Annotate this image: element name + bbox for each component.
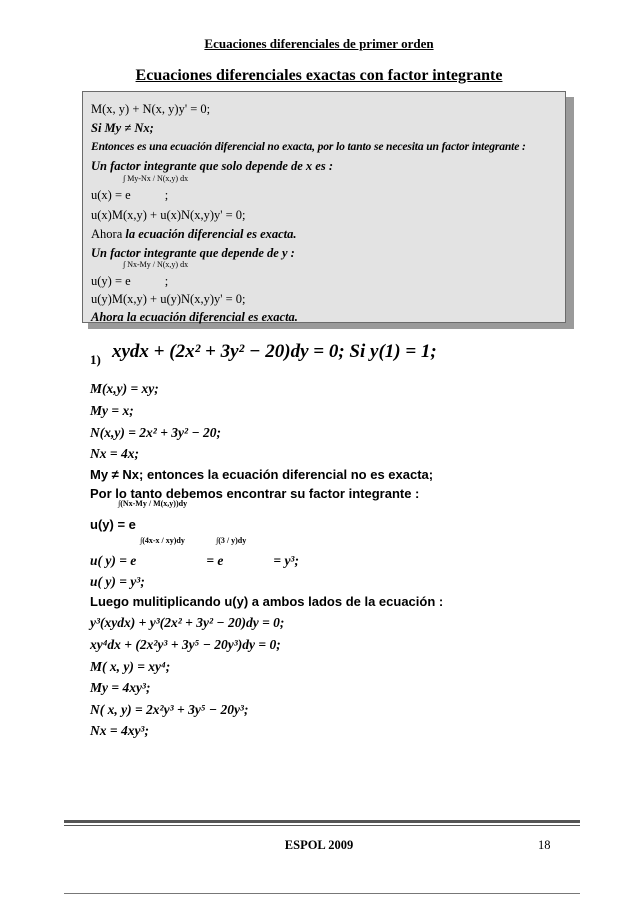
step-8: u( y) = e = e = y³;	[90, 553, 299, 568]
step-5: My ≠ Nx; entonces la ecuación diferencial no es exacta;	[90, 467, 434, 482]
step-15: N( x, y) = 2x²y³ + 3y⁵ − 20y³;	[90, 702, 249, 717]
definition-box	[82, 91, 566, 323]
box-line-2: Si My ≠ Nx;	[91, 121, 154, 135]
step-4: Nx = 4x;	[90, 446, 139, 461]
page-number: 18	[538, 838, 551, 852]
box-line-8: Un factor integrante que depende de y :	[91, 246, 295, 260]
box-line-4: Un factor integrante que solo depende de x es :	[91, 159, 333, 173]
box-line-9: u(y) = e ;	[91, 274, 169, 288]
step-9: u( y) = y³;	[90, 574, 145, 589]
step-2: My = x;	[90, 403, 134, 418]
footer-rule-thin	[64, 825, 580, 826]
running-header: Ecuaciones diferenciales de primer orden	[204, 36, 434, 51]
step-11: y³(xydx) + y³(2x² + 3y² − 20)dy = 0;	[90, 615, 285, 630]
step-12: xy⁴dx + (2x²y³ + 3y⁵ − 20y³)dy = 0;	[90, 637, 281, 652]
box-line-6: u(x)M(x,y) + u(x)N(x,y)y' = 0;	[91, 208, 246, 222]
step-8-exponent-1: ∫(4x-x / xy)dy	[140, 536, 185, 545]
step-13: M( x, y) = xy⁴;	[90, 659, 171, 674]
box-line-7: Ahora la ecuación diferencial es exacta.	[91, 227, 297, 241]
step-7-exponent: ∫(Nx-My / M(x,y))dy	[118, 499, 188, 508]
step-16: Nx = 4xy³;	[90, 723, 149, 738]
step-1: M(x,y) = xy;	[90, 381, 159, 396]
step-8-exponent-2: ∫(3 / y)dy	[216, 536, 247, 545]
step-6: Por lo tanto debemos encontrar su factor integrante :	[90, 486, 420, 501]
box-line-11: Ahora la ecuación diferencial es exacta.	[91, 310, 298, 324]
step-14: My = 4xy³;	[90, 680, 151, 695]
step-10: Luego mulitiplicando u(y) a ambos lados de la ecuación :	[90, 594, 444, 609]
problem-equation: xydx + (2x² + 3y² − 20)dy = 0; Si y(1) = 1;	[112, 341, 437, 362]
step-3: N(x,y) = 2x² + 3y² − 20;	[90, 425, 222, 440]
box-line-10: u(y)M(x,y) + u(y)N(x,y)y' = 0;	[91, 292, 246, 306]
problem-number: 1)	[90, 352, 101, 367]
box-line-3: Entonces es una ecuación diferencial no exacta, por lo tanto se necesita un factor integrante :	[91, 140, 526, 153]
box-exponent-y: ∫ Nx-My / N(x,y) dx	[123, 260, 189, 269]
footer-rule-thick	[64, 820, 580, 823]
step-7: u(y) = e	[90, 517, 136, 532]
footer-text: ESPOL 2009	[284, 838, 354, 852]
box-line-1: M(x, y) + N(x, y)y' = 0;	[91, 102, 211, 116]
box-line-5: u(x) = e ;	[91, 188, 169, 202]
section-title: Ecuaciones diferenciales exactas con factor integrante	[135, 67, 503, 84]
box-exponent-x: ∫ My-Nx / N(x,y) dx	[123, 174, 189, 183]
bottom-rule	[64, 893, 580, 894]
